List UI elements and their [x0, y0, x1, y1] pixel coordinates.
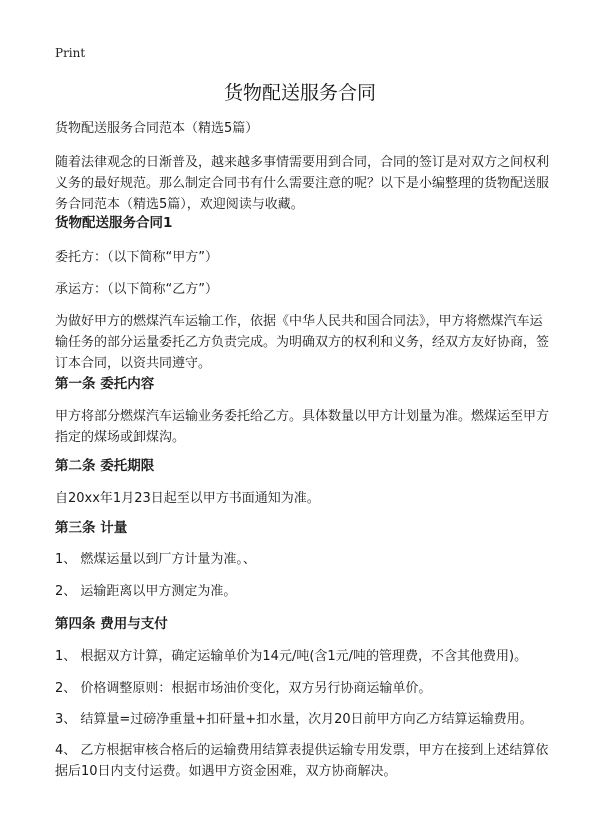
article-1-text: 甲方将部分燃煤汽车运输业务委托给乙方。具体数量以甲方计划量为准。燃煤运至甲方指定的煤场或卸煤沟。	[55, 409, 550, 445]
article-4-item-4: 4、 乙方根据审核合格后的运输费用结算表提供运输专用发票，甲方在接到上述结算依据后10日内支付运费。如遇甲方资金困难，双方协商解决。	[55, 743, 549, 779]
party-a-line: 委托方：（以下简称“甲方”）	[55, 250, 218, 265]
document-subtitle: 货物配送服务合同范本（精选5篇）	[55, 121, 259, 136]
preamble-paragraph: 为做好甲方的燃煤汽车运输工作，依据《中华人民共和国合同法》，甲方将燃煤汽车运输任务的部分运量委托乙方负责完成。为明确双方的权利和义务，经双方友好协商，签订本合同，以资共同遵守。	[55, 314, 550, 371]
article-3-title: 第三条 计量	[55, 520, 128, 536]
article-2-title: 第二条 委托期限	[55, 458, 155, 474]
article-3-item-1: 1、 燃煤运量以到厂方计量为准。、	[55, 552, 256, 567]
party-b-line: 承运方：（以下简称“乙方”）	[55, 282, 218, 297]
article-4-item-3: 3、 结算量=过磅净重量+扣矸量+扣水量，次月20日前甲方向乙方结算运输费用。	[55, 712, 533, 727]
article-4-item-2: 2、 价格调整原则：根据市场油价变化，双方另行协商运输单价。	[55, 681, 432, 696]
document-title: 货物配送服务合同	[223, 82, 376, 104]
article-4-item-1: 1、 根据双方计算，确定运输单价为14元/吨(含1元/吨的管理费，不含其他费用)。	[55, 649, 528, 664]
print-label: Print	[55, 46, 86, 60]
article-1-title: 第一条 委托内容	[55, 376, 155, 392]
contract-heading: 货物配送服务合同1	[55, 215, 173, 231]
article-3-item-2: 2、 运输距离以甲方测定为准。	[55, 584, 237, 599]
article-2-text: 自20xx年1月23日起至以甲方书面通知为准。	[55, 491, 320, 506]
article-4-title: 第四条 费用与支付	[55, 616, 168, 632]
intro-paragraph: 随着法律观念的日渐普及，越来越多事情需要用到合同，合同的签订是对双方之间权利义务的最好规范。那么制定合同书有什么需要注意的呢？以下是小编整理的货物配送服务合同范本（精选5篇），欢迎阅读与收藏。	[55, 155, 550, 212]
